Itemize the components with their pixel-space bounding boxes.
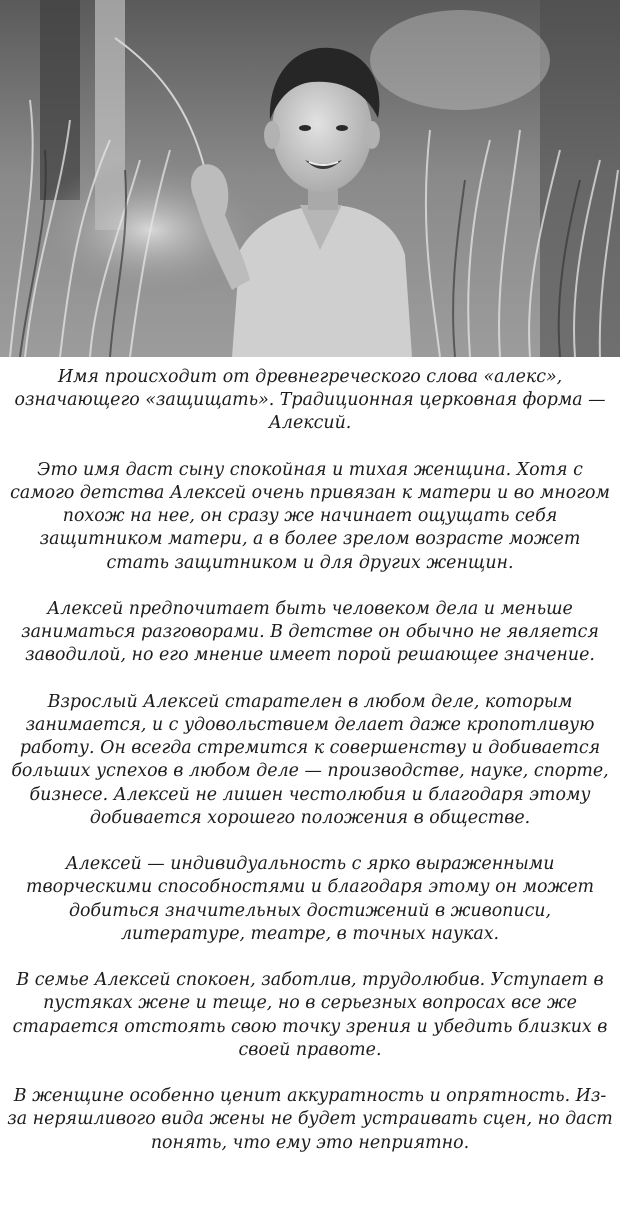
paragraph-creativity: Алексей — индивидуальность с ярко выраженными творческими способностями и благодаря этому он может добиться значительных достижений в живописи, литературе, театре, в точных науках. bbox=[25, 854, 595, 944]
paragraph-adult: Взрослый Алексей старателен в любом деле, которым занимается, и с удовольствием делает даже кропотливую работу. Он всегда стремится к совершенству и добивается больших успехов в любом деле — производстве, науке, спорте, бизнесе. Алексей не лишен честолюбия и благодаря этому добивается хорошего положения в обществе. bbox=[11, 691, 609, 828]
paragraph-man-of-action: Алексей предпочитает быть человеком дела и меньше заниматься разговорами. В детстве он обычно не является заводилой, но его мнение имеет порой решающее значение. bbox=[21, 599, 599, 666]
paragraph-family: В семье Алексей спокоен, заботлив, трудолюбив. Уступает в пустяках жене и теще, но в серьезных вопросах все же старается отстоять свою точку зрения и убедить близких в своей правоте. bbox=[12, 970, 608, 1060]
paragraph-name-origin: Имя происходит от древнегреческого слова «алекс», означающего «защищать». Традиционная церковная форма — Алексий. bbox=[14, 367, 606, 434]
paragraph-wife: В женщине особенно ценит аккуратность и опрятность. Из-за неряшливого вида жены не будет устраивать сцен, но даст понять, что ему это неприятно. bbox=[7, 1086, 613, 1153]
paragraph-childhood: Это имя даст сыну спокойная и тихая женщина. Хотя с самого детства Алексей очень привязан к матери и во многом похож на нее, он сразу же начинает ощущать себя защитником матери, а в более зрелом возрасте может стать защитником и для других женщин. bbox=[10, 459, 610, 573]
photo-illustration bbox=[0, 0, 620, 357]
photo-boy-in-grass bbox=[0, 0, 620, 357]
article-text bbox=[0, 366, 620, 1155]
